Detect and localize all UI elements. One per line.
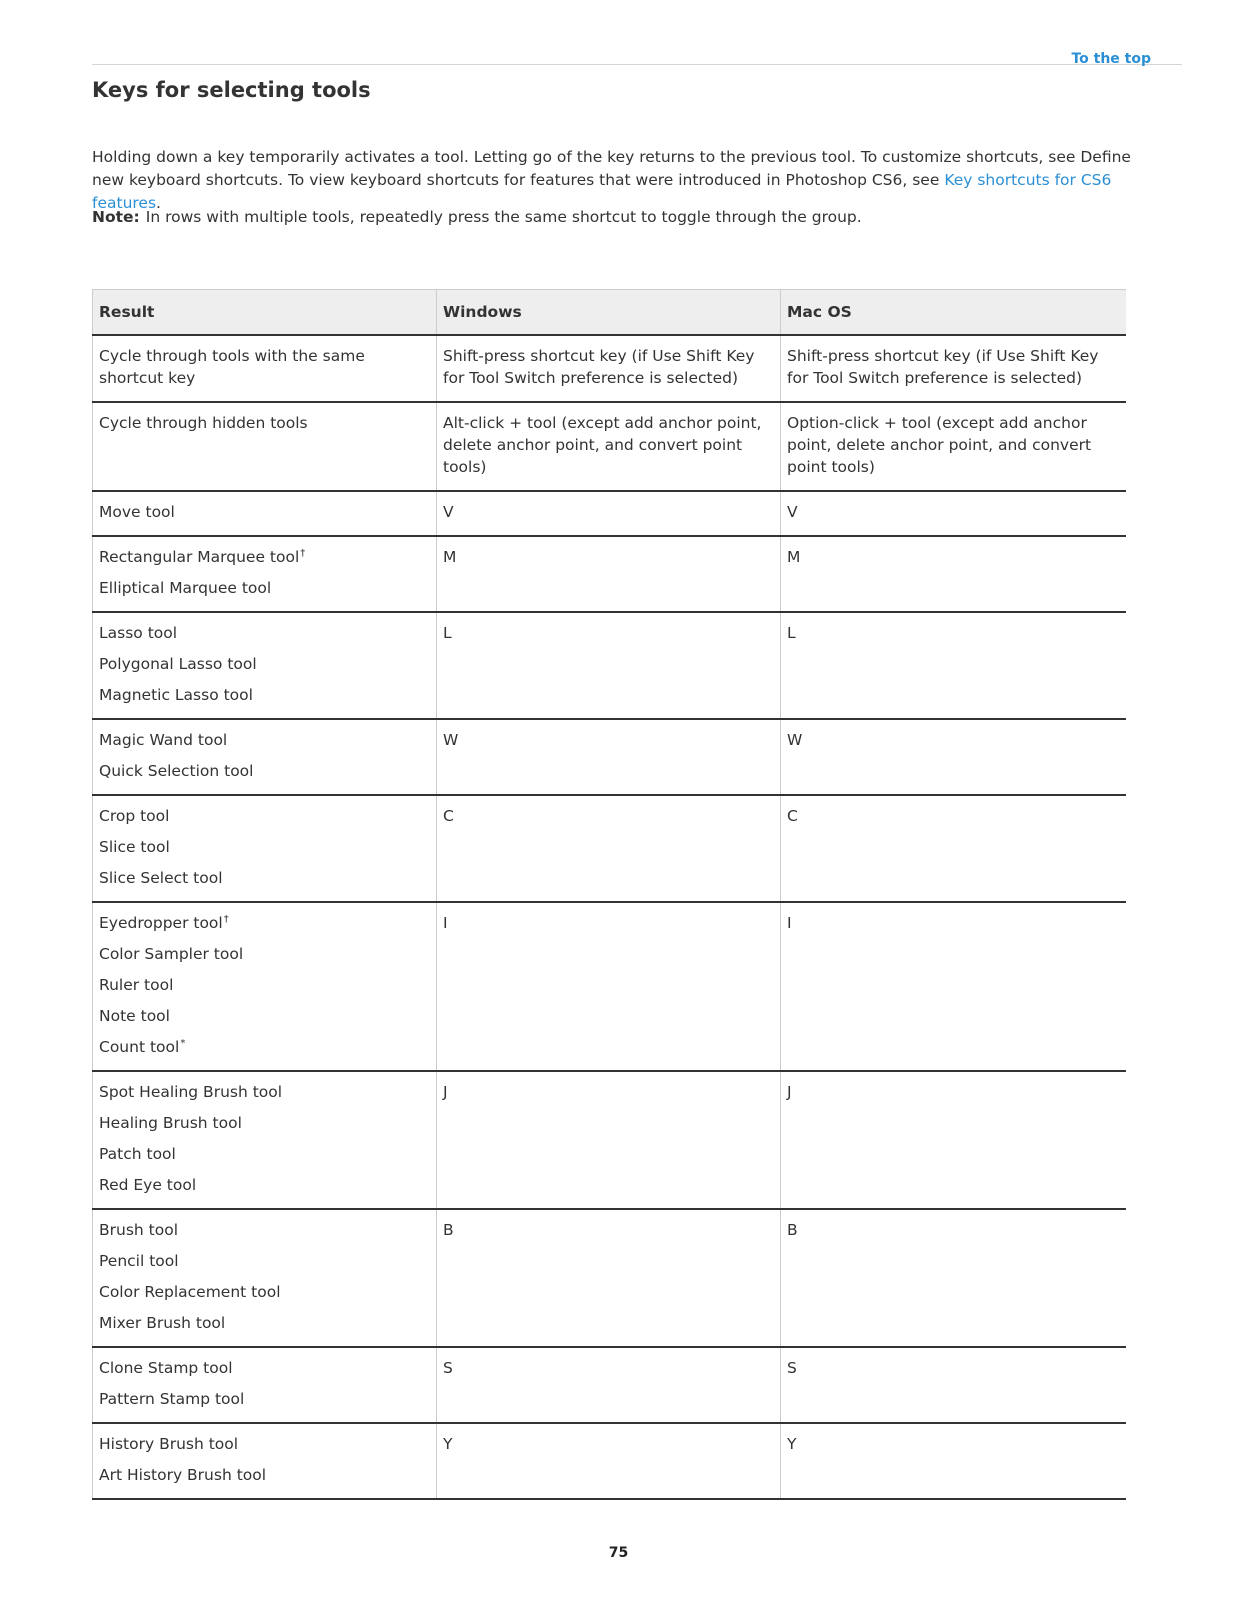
- cell-mac-shortcut: Option-click + tool (except add anchor point, delete anchor point, and convert point tools): [781, 402, 1127, 491]
- tool-name-text: Patch tool: [99, 1145, 176, 1163]
- tool-name: [99, 1036, 430, 1058]
- cell-windows-shortcut: W: [437, 719, 781, 795]
- table-row: [93, 1071, 1127, 1209]
- table-row: [93, 1347, 1127, 1423]
- cell-mac-shortcut: I: [781, 902, 1127, 1071]
- tool-name-text: Art History Brush tool: [99, 1466, 267, 1484]
- page-number: 75: [608, 1545, 629, 1561]
- tool-name-text: History Brush tool: [99, 1435, 239, 1453]
- cell-mac-shortcut: C: [781, 795, 1127, 902]
- tool-name: [99, 577, 430, 599]
- tool-name-text: Rectangular Marquee tool: [99, 548, 300, 566]
- table-row: [93, 612, 1127, 719]
- cell-result: [93, 795, 437, 902]
- tool-name: [99, 1281, 430, 1303]
- tool-name: [99, 974, 430, 996]
- cs6-shortcuts-link[interactable]: Key shortcuts for CS6 features: [92, 171, 1112, 212]
- intro-text: Holding down a key temporarily activates a tool. Letting go of the key returns to the previous tool. To customize shortcuts, see Define new keyboard shortcuts. To view keyboard shortcuts for features that were introduced in Photoshop CS6, see: [92, 148, 1131, 189]
- tool-name-text: Slice tool: [99, 838, 170, 856]
- cell-windows-shortcut: B: [437, 1209, 781, 1347]
- tool-name: [99, 1005, 430, 1027]
- cell-result: [93, 491, 437, 536]
- tool-name: [99, 684, 430, 706]
- cell-result: [93, 335, 437, 402]
- cell-windows-shortcut: J: [437, 1071, 781, 1209]
- tool-name: [99, 1312, 430, 1334]
- footnote-mark: †: [300, 547, 306, 559]
- tool-name: [99, 836, 430, 858]
- cell-windows-shortcut: S: [437, 1347, 781, 1423]
- cell-result: [93, 1423, 437, 1499]
- tool-name-text: Elliptical Marquee tool: [99, 579, 272, 597]
- shortcuts-table: [92, 289, 1126, 1500]
- cell-mac-shortcut: W: [781, 719, 1127, 795]
- cell-windows-shortcut: V: [437, 491, 781, 536]
- tool-name: [99, 546, 430, 568]
- cell-mac-shortcut: S: [781, 1347, 1127, 1423]
- tool-name: [99, 1112, 430, 1134]
- cell-mac-shortcut: Shift-press shortcut key (if Use Shift Key for Tool Switch preference is selected): [781, 335, 1127, 402]
- note-paragraph: [92, 206, 1142, 229]
- tool-name-text: Pattern Stamp tool: [99, 1390, 245, 1408]
- cell-result: [93, 902, 437, 1071]
- table-row: [93, 1423, 1127, 1499]
- cell-windows-shortcut: I: [437, 902, 781, 1071]
- cell-windows-shortcut: Y: [437, 1423, 781, 1499]
- tool-name-text: Lasso tool: [99, 624, 178, 642]
- cell-mac-shortcut: B: [781, 1209, 1127, 1347]
- tool-name: [99, 943, 430, 965]
- tool-name-text: Ruler tool: [99, 976, 174, 994]
- table-row: [93, 491, 1127, 536]
- cell-result: [93, 612, 437, 719]
- tool-name-text: Magic Wand tool: [99, 731, 228, 749]
- intro-end: .: [156, 194, 161, 212]
- note-text: In rows with multiple tools, repeatedly press the same shortcut to toggle through the group.: [145, 208, 862, 226]
- tool-name: [99, 729, 430, 751]
- footnote-mark: *: [180, 1037, 186, 1049]
- tool-name: [99, 1433, 430, 1455]
- cell-mac-shortcut: M: [781, 536, 1127, 612]
- tool-name-text: Color Replacement tool: [99, 1283, 281, 1301]
- table-row: [93, 402, 1127, 491]
- tool-name: [99, 867, 430, 889]
- tool-name-text: Polygonal Lasso tool: [99, 655, 257, 673]
- cell-mac-shortcut: V: [781, 491, 1127, 536]
- cell-result: [93, 1209, 437, 1347]
- tool-name-text: Crop tool: [99, 807, 170, 825]
- top-divider: [92, 64, 1182, 65]
- table-row: [93, 902, 1127, 1071]
- tool-name-text: Red Eye tool: [99, 1176, 197, 1194]
- tool-name-text: Eyedropper tool: [99, 914, 223, 932]
- cell-mac-shortcut: L: [781, 612, 1127, 719]
- cell-result: [93, 1347, 437, 1423]
- tool-name: [99, 1357, 430, 1379]
- tool-name: [99, 1219, 430, 1241]
- tool-name-text: Spot Healing Brush tool: [99, 1083, 283, 1101]
- cell-windows-shortcut: L: [437, 612, 781, 719]
- cell-result: [93, 402, 437, 491]
- tool-name: [99, 1081, 430, 1103]
- table-row: [93, 536, 1127, 612]
- tool-name: [99, 760, 430, 782]
- tool-name-text: Slice Select tool: [99, 869, 223, 887]
- tool-name-text: Brush tool: [99, 1221, 179, 1239]
- tool-name: [99, 622, 430, 644]
- column-header-windows: Windows: [437, 290, 781, 336]
- tool-name: [99, 501, 430, 523]
- tool-name: [99, 345, 430, 389]
- tool-name: [99, 412, 430, 434]
- cell-windows-shortcut: C: [437, 795, 781, 902]
- tool-name: [99, 805, 430, 827]
- table-row: [93, 719, 1127, 795]
- tool-name-text: Color Sampler tool: [99, 945, 244, 963]
- table-body: [93, 335, 1127, 1499]
- note-label: Note:: [92, 208, 140, 226]
- tool-name: [99, 653, 430, 675]
- tool-name: [99, 1464, 430, 1486]
- tool-name-text: Quick Selection tool: [99, 762, 254, 780]
- table-row: [93, 335, 1127, 402]
- tool-name-text: Cycle through tools with the same shortcut key: [99, 347, 365, 387]
- tool-name: [99, 912, 430, 934]
- tool-name-text: Clone Stamp tool: [99, 1359, 233, 1377]
- tool-name-text: Cycle through hidden tools: [99, 414, 308, 432]
- tool-name: [99, 1174, 430, 1196]
- section-title: Keys for selecting tools: [92, 78, 371, 102]
- tool-name-text: Move tool: [99, 503, 175, 521]
- tool-name-text: Count tool: [99, 1038, 180, 1056]
- table-row: [93, 795, 1127, 902]
- table-row: [93, 1209, 1127, 1347]
- tool-name-text: Pencil tool: [99, 1252, 179, 1270]
- cell-result: [93, 719, 437, 795]
- cell-windows-shortcut: Alt-click + tool (except add anchor point, delete anchor point, and convert point tools): [437, 402, 781, 491]
- tool-name-text: Mixer Brush tool: [99, 1314, 226, 1332]
- cell-mac-shortcut: J: [781, 1071, 1127, 1209]
- cell-windows-shortcut: Shift-press shortcut key (if Use Shift Key for Tool Switch preference is selected): [437, 335, 781, 402]
- column-header-mac: Mac OS: [781, 290, 1127, 336]
- table-header-row: [93, 290, 1127, 336]
- cell-windows-shortcut: M: [437, 536, 781, 612]
- tool-name: [99, 1388, 430, 1410]
- intro-paragraph: [92, 146, 1142, 215]
- tool-name-text: Healing Brush tool: [99, 1114, 242, 1132]
- tool-name: [99, 1143, 430, 1165]
- column-header-result: Result: [93, 290, 437, 336]
- shortcuts-table-container: [92, 289, 1126, 1530]
- cell-result: [93, 1071, 437, 1209]
- cell-mac-shortcut: Y: [781, 1423, 1127, 1499]
- cell-result: [93, 536, 437, 612]
- to-the-top-link[interactable]: To the top: [1071, 51, 1151, 67]
- tool-name: [99, 1250, 430, 1272]
- tool-name-text: Note tool: [99, 1007, 170, 1025]
- footnote-mark: †: [223, 913, 229, 925]
- tool-name-text: Magnetic Lasso tool: [99, 686, 253, 704]
